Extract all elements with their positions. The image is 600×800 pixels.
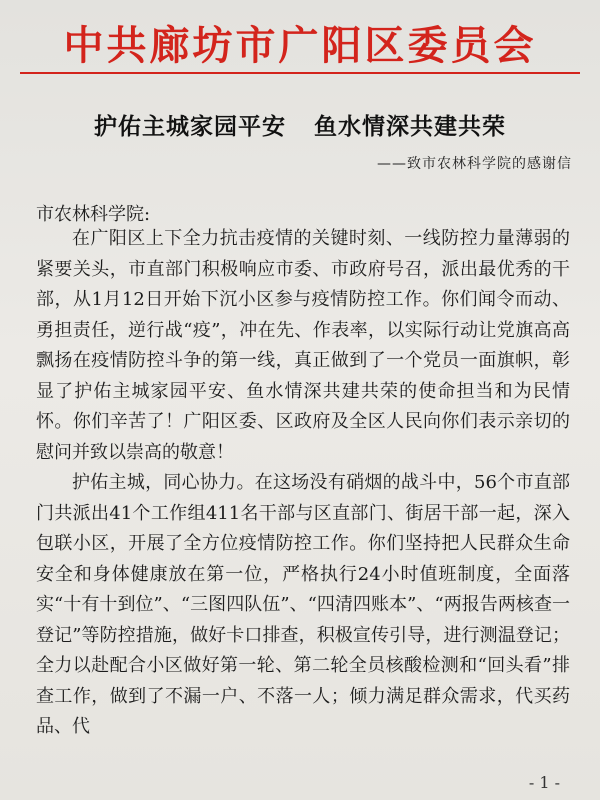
- document-subtitle: ——致市农林科学院的感谢信: [377, 156, 572, 172]
- document-title: [0, 108, 600, 141]
- salutation: 市农林科学院:: [36, 204, 151, 225]
- document-title-part2: 鱼水情深共建共荣: [314, 113, 506, 140]
- body-paragraph-2: 护佑主城，同心协力。在这场没有硝烟的战斗中，56个市直部门共派出41个工作组411名干部与区直部门、街居干部一起，深入包联小区，开展了全方位疫情防控工作。你们坚持把人民群众生命安全和身体健康放在第一位，严格执行24小时值班制度，全面落实“十有十到位”、“三图四队伍”、“四清四账本”、“两报告两核查一登记”等防控措施，做好卡口排查，积极宣传引导，进行测温登记；全力以赴配合小区做好第一轮、第二轮全员核酸检测和“回头看”排查工作，做到了不漏一户、不落一人；倾力满足群众需求，代买药品、代: [36, 472, 570, 737]
- letter-body: [36, 224, 570, 743]
- document-title-part1: 护佑主城家园平安: [94, 113, 286, 140]
- letterhead-red-rule: [20, 72, 580, 74]
- body-paragraph-1: 在广阳区上下全力抗击疫情的关键时刻、一线防控力量薄弱的紧要关头，市直部门积极响应市委、市政府号召，派出最优秀的干部，从1月12日开始下沉小区参与疫情防控工作。你们闻令而动、勇担责任，逆行战“疫”，冲在先、作表率，以实际行动让党旗高高飘扬在疫情防控斗争的第一线，真正做到了一个党员一面旗帜，彰显了护佑主城家园平安、鱼水情深共建共荣的使命担当和为民情怀。你们辛苦了！广阳区委、区政府及全区人民向你们表示亲切的慰问并致以崇高的敬意！: [36, 228, 570, 463]
- letterhead-organization: 中共廊坊市广阳区委员会: [63, 22, 537, 69]
- page-number: - 1 -: [528, 773, 560, 792]
